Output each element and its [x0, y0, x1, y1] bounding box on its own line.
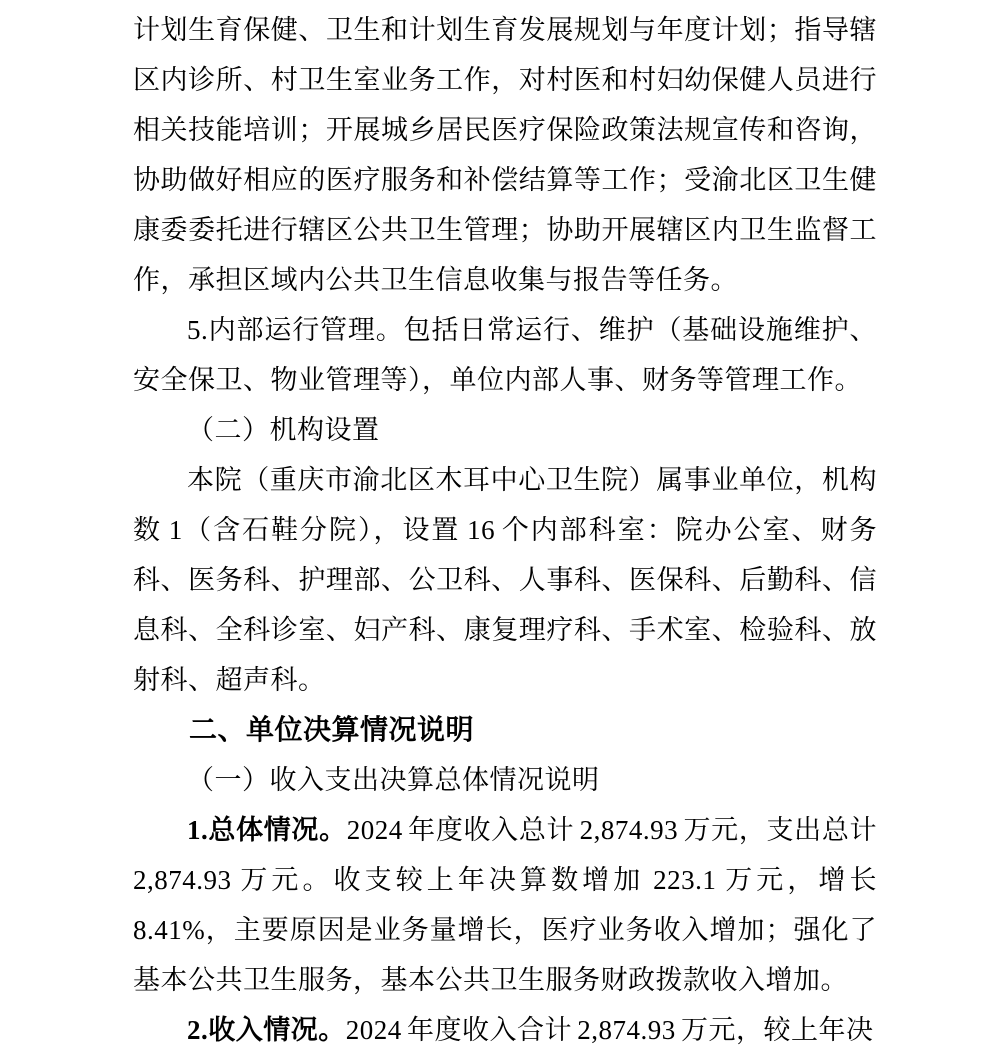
paragraph-duties-continuation: 计划生育保健、卫生和计划生育发展规划与年度计划；指导辖区内诊所、村卫生室业务工作，对村医和村妇幼保健人员进行相关技能培训；开展城乡居民医疗保险政策法规宣传和咨询，协助做好相应的医疗服务和补偿结算等工作；受渝北区卫生健康委委托进行辖区公共卫生管理；协助开展辖区内卫生监督工作，承担区域内公共卫生信息收集与报告等任务。	[133, 15, 877, 295]
paragraph-internal-operations: 5.内部运行管理。包括日常运行、维护（基础设施维护、安全保卫、物业管理等），单位内部人事、财务等管理工作。	[133, 315, 877, 395]
heading-org-setup: （二）机构设置	[187, 415, 380, 445]
paragraph-income-body: 2024 年度收入合计 2,874.93 万元，较上年决	[345, 1015, 874, 1045]
paragraph-income-lead: 2.收入情况。	[187, 1015, 346, 1045]
paragraph-org-description: 本院（重庆市渝北区木耳中心卫生院）属事业单位，机构数 1（含石鞋分院），设置 16 个内部科室：院办公室、财务科、医务科、护理部、公卫科、人事科、医保科、后勤科、信息科、全科诊室、妇产科、康复理疗科、手术室、检验科、放射科、超声科。	[133, 465, 877, 695]
heading-section-2: 二、单位决算情况说明	[189, 714, 475, 745]
paragraph-overall-body: 2024 年度收入总计 2,874.93 万元，支出总计 2,874.93 万元。收支较上年决算数增加 223.1 万元，增长 8.41%，主要原因是业务量增长，医疗业务收入增加；强化了基本公共卫生服务，基本公共卫生服务财政拨款收入增加。	[133, 815, 877, 995]
heading-subsection-1: （一）收入支出决算总体情况说明	[187, 765, 600, 795]
paragraph-overall-situation	[133, 805, 877, 1005]
paragraph-overall-lead: 1.总体情况。	[187, 815, 347, 845]
paragraph-income-situation	[133, 1005, 877, 1055]
